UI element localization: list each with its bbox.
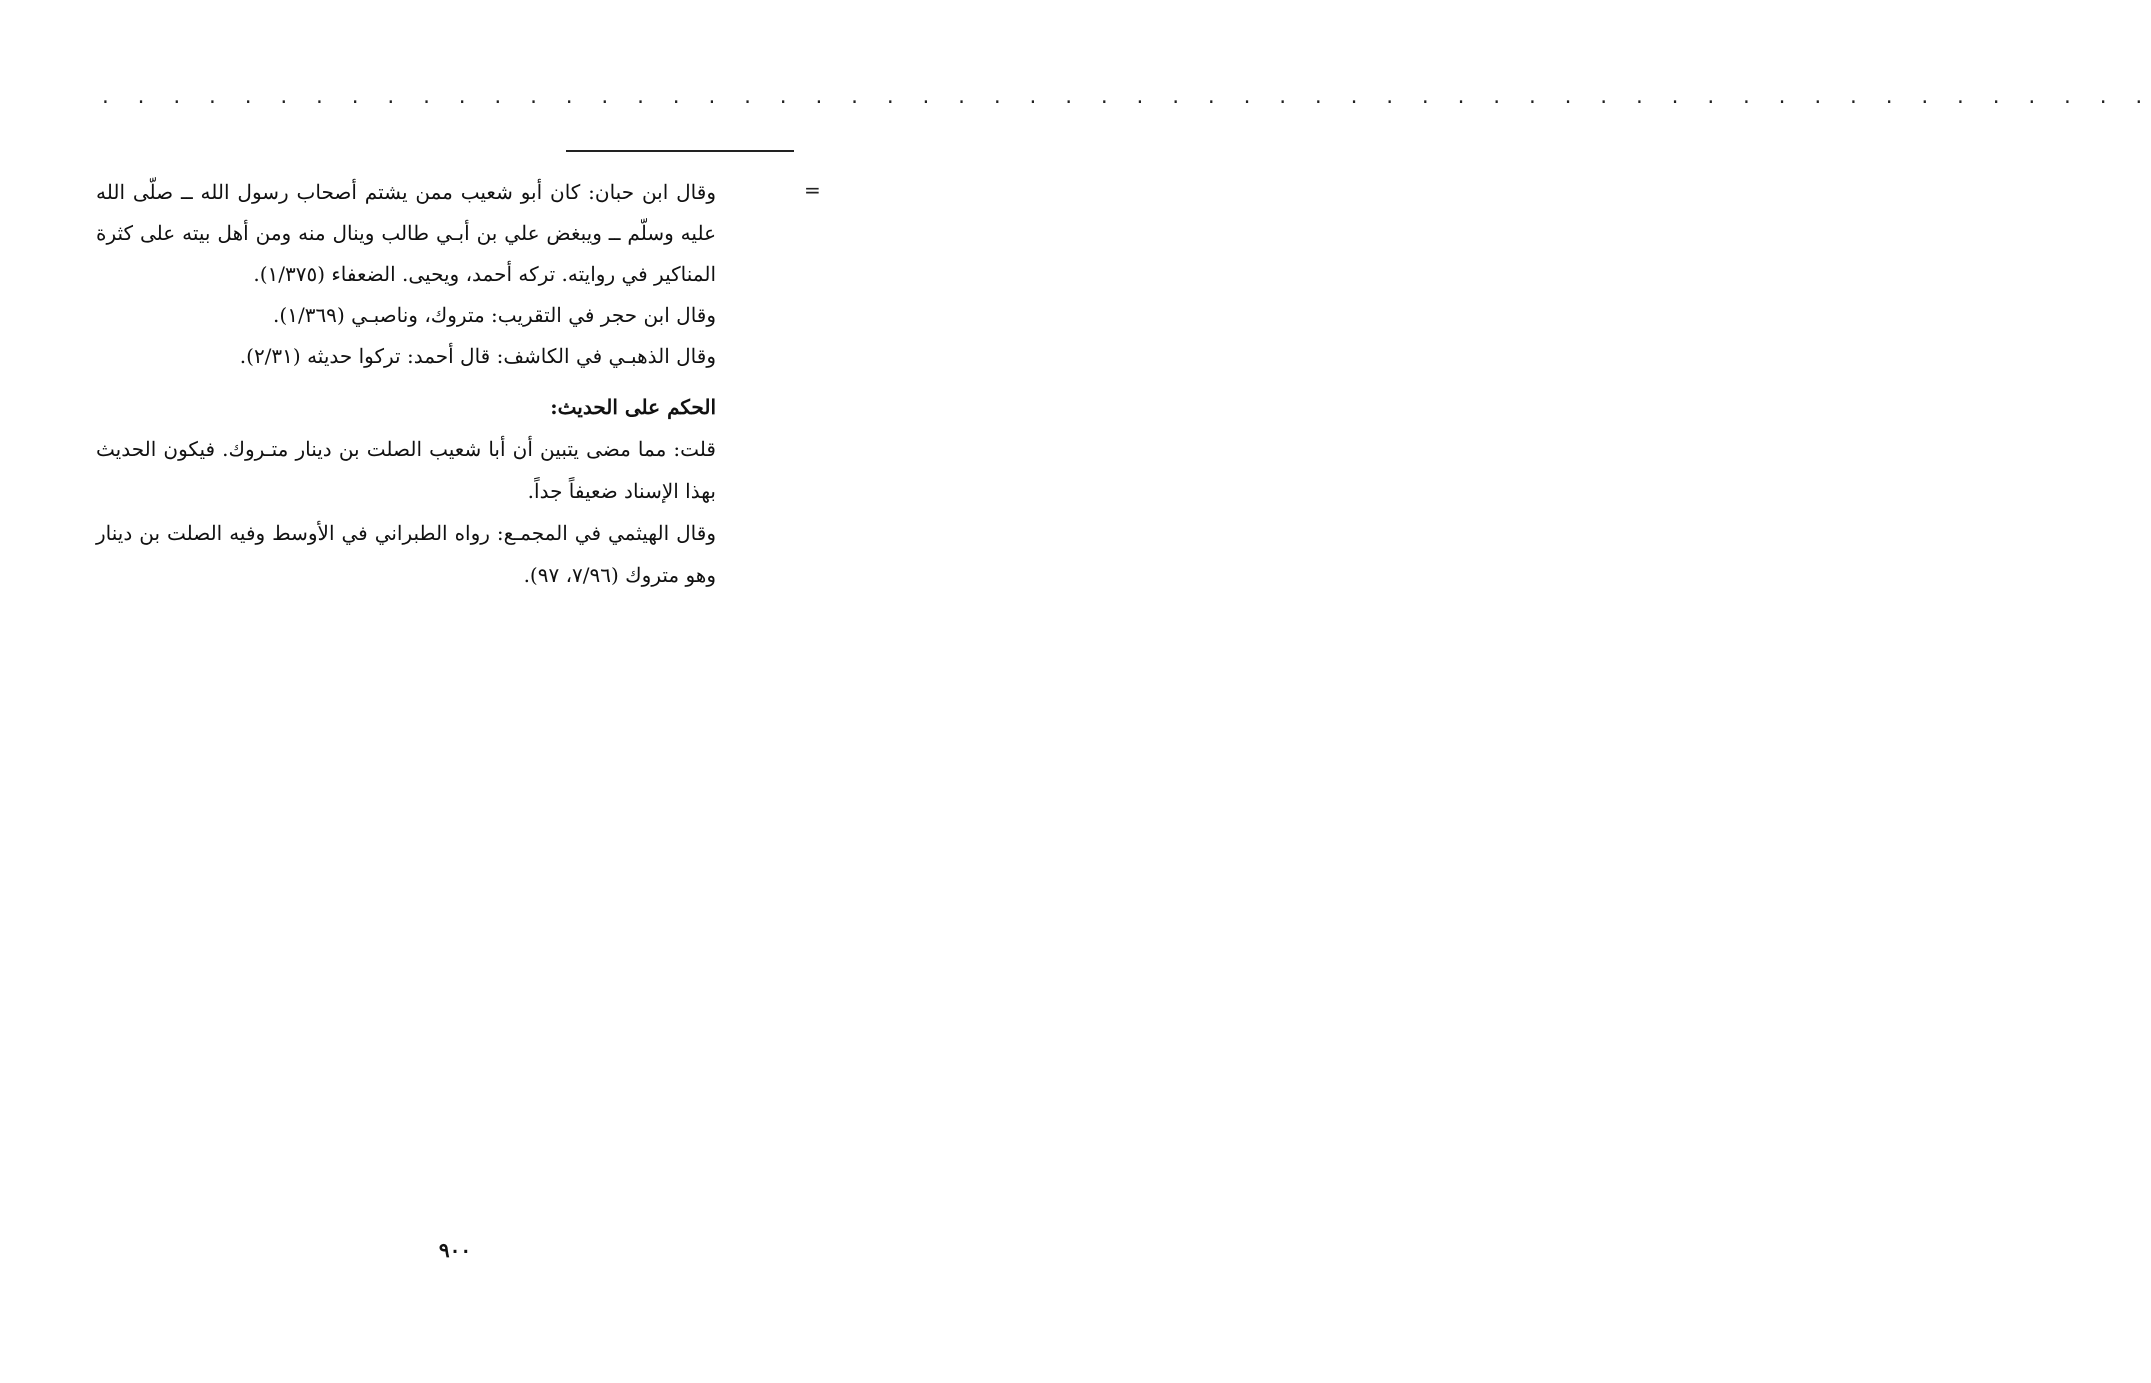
ruling-paragraph-conclusion: قلت: مما مضى يتبين أن أبا شعيب الصلت بن دينار متـروك. فيكون الحديث بهذا الإسناد ضعيفاً جداً.: [96, 437, 716, 503]
footnote-rule: [566, 150, 794, 152]
footnote-block: [96, 172, 716, 377]
footnote-ibn-hibban: وقال ابن حبان: كان أبو شعيب ممن يشتم أصحاب رسول الله ــ صلّى الله عليه وسلّم ــ ويبغض علي بن أبـي طالب وينال منه ومن أهل بيته على كثرة المناكير في روايته. تركه أحمد، ويحيى. الضعفاء (١/٣٧٥).: [96, 180, 716, 286]
footnote-ibn-hajar: وقال ابن حجر في التقريب: متروك، وناصبـي (١/٣٦٩).: [273, 303, 716, 327]
ruling-heading: الحكم على الحديث:: [550, 395, 716, 419]
dotted-separator: . . . . . . . . . . . . . . . . . . . . . . . . . . . . . . . . . . . . . . . . . . . . . . . . . . . . . . . . . .: [100, 87, 2151, 108]
ruling-body: [96, 428, 716, 596]
footnote-dhahabi: وقال الذهبـي في الكاشف: قال أحمد: تركوا حديثه (٢/٣١).: [239, 344, 716, 368]
ruling-paragraph-haythami: وقال الهيثمي في المجمـع: رواه الطبراني في الأوسط وفيه الصلت بن دينار وهو متروك (٧/٩٦، ٩٧).: [96, 521, 716, 587]
page-number: ٩٠٠: [438, 1238, 472, 1262]
continuation-mark: =: [804, 178, 821, 202]
